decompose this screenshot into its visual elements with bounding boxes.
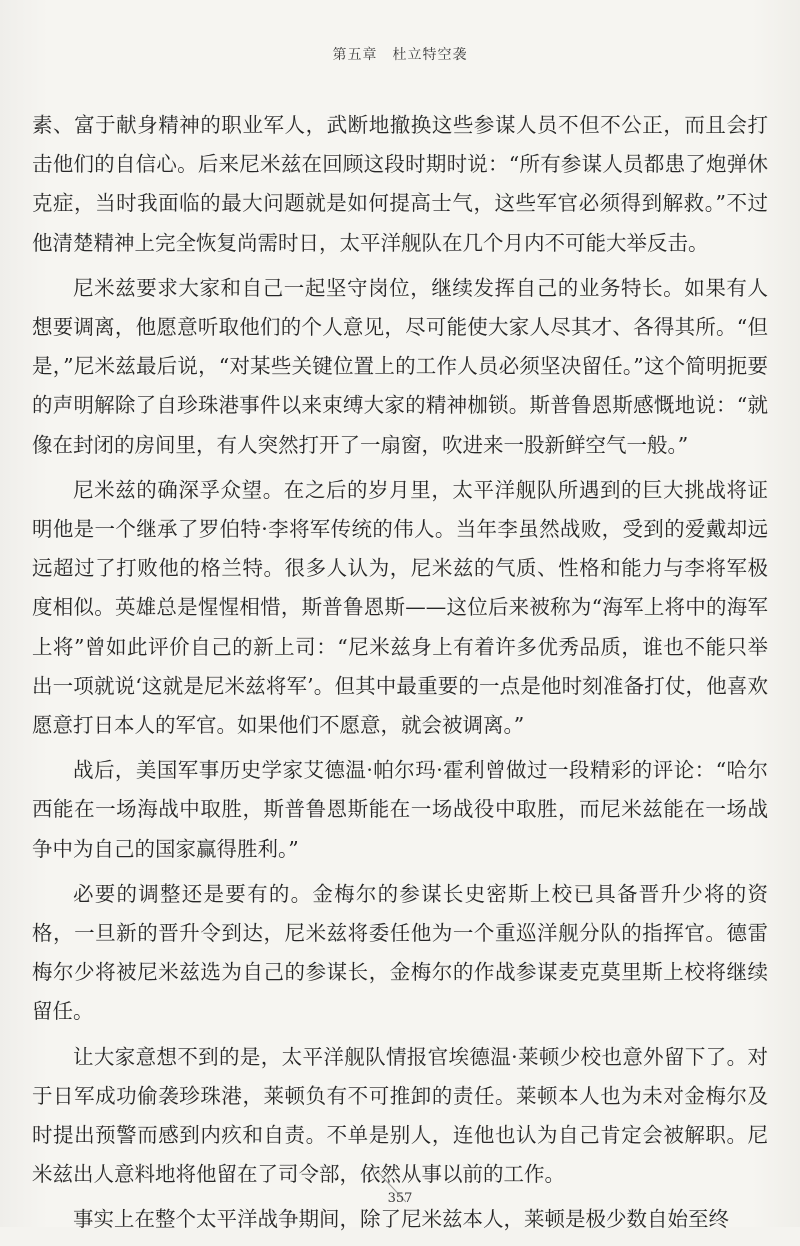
page-number: 357 (387, 1191, 413, 1206)
running-head-title: 第五章 杜立特空袭 (332, 47, 468, 63)
paragraph-1: 素、富于献身精神的职业军人，武断地撤换这些参谋人员不但不公正，而且会打击他们的自信心。后来尼米兹在回顾这段时期时说：“所有参谋人员都患了炮弹休克症，当时我面临的最大问题就是如何提高士气，这些军官必须得到解救。”不过他清楚精神上完全恢复尚需时日，太平洋舰队在几个月内不可能大举反击。 (32, 113, 768, 255)
paragraph-6: 让大家意想不到的是，太平洋舰队情报官埃德温·莱顿少校也意外留下了。对于日军成功偷袭珍珠港，莱顿负有不可推卸的责任。莱顿本人也为未对金梅尔及时提出预警而感到内疚和自责。不单是别人，连他也认为自己肯定会被解职。尼米兹出人意料地将他留在了司令部，依然从事以前的工作。 (32, 1044, 768, 1187)
body-text (32, 106, 768, 1246)
paragraph-2: 尼米兹要求大家和自己一起坚守岗位，继续发挥自己的业务特长。如果有人想要调离，他愿意听取他们的个人意见，尽可能使大家人尽其才、各得其所。“但是，”尼米兹最后说，“对某些关键位置上的工作人员必须坚决留任。”这个简明扼要的声明解除了自珍珠港事件以来束缚大家的精神枷锁。斯普鲁恩斯感慨地说：“就像在封闭的房间里，有人突然打开了一扇窗，吹进来一股新鲜空气一般。” (32, 275, 768, 457)
paragraph-5: 必要的调整还是要有的。金梅尔的参谋长史密斯上校已具备晋升少将的资格，一旦新的晋升令到达，尼米兹将委任他为一个重巡洋舰分队的指挥官。德雷梅尔少将被尼米兹选为自己的参谋长，金梅尔的作战参谋麦克莫里斯上校将继续留任。 (32, 881, 768, 1024)
paragraph-3: 尼米兹的确深孚众望。在之后的岁月里，太平洋舰队所遇到的巨大挑战将证明他是一个继承了罗伯特·李将军传统的伟人。当年李虽然战败，受到的爱戴却远远超过了打败他的格兰特。很多人认为，尼米兹的气质、性格和能力与李将军极度相似。英雄总是惺惺相惜，斯普鲁恩斯——这位后来被称为“海军上将中的海军上将”曾如此评价自己的新上司：“尼米兹身上有着许多优秀品质，谁也不能只举出一项就说‘这就是尼米兹将军’。但其中最重要的一点是他时刻准备打仗，他喜欢愿意打日本人的军官。如果他们不愿意，就会被调离。” (32, 477, 768, 738)
paragraph-4: 战后，美国军事历史学家艾德温·帕尔玛·霍利曾做过一段精彩的评论：“哈尔西能在一场海战中取胜，斯普鲁恩斯能在一场战役中取胜，而尼米兹能在一场战争中为自己的国家赢得胜利。” (32, 758, 768, 861)
paragraph-7: 事实上在整个太平洋战争期间，除了尼米兹本人，莱顿是极少数自始至终 (73, 1207, 729, 1232)
